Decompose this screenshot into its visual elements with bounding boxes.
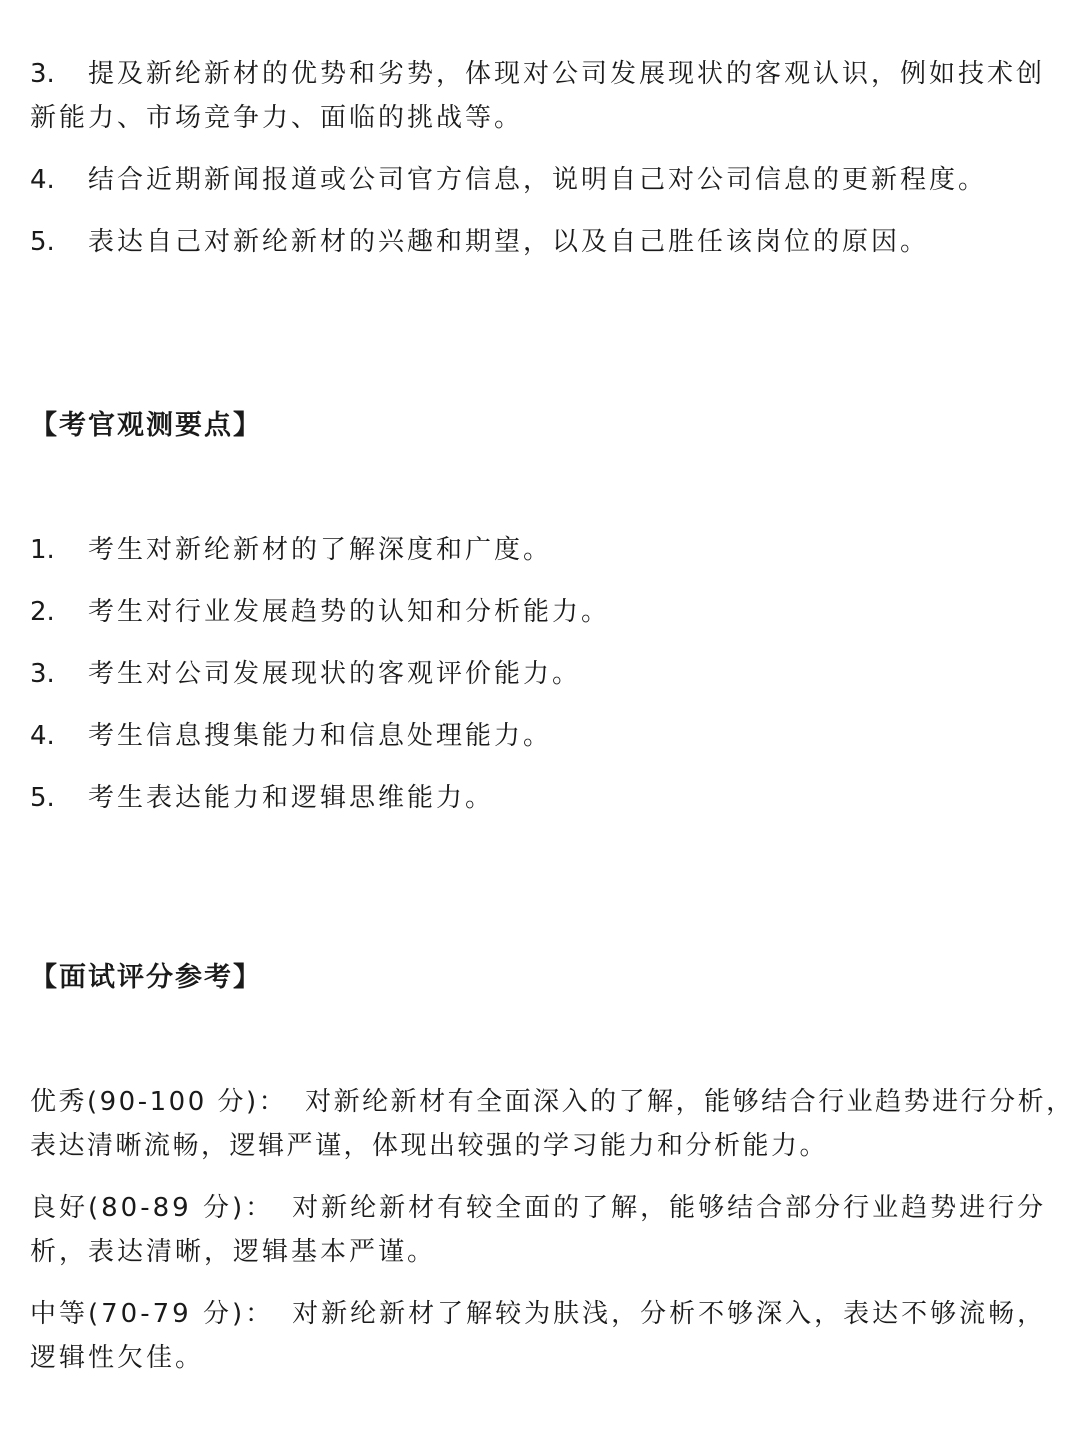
observation-item-4 xyxy=(30,714,1060,758)
list-text: 表达自己对新纶新材的兴趣和期望，以及自己胜任该岗位的原因。 xyxy=(88,227,930,257)
scoring-label: 良好(80-89 分)： xyxy=(30,1193,275,1223)
scoring-line: 逻辑性欠佳。 xyxy=(30,1343,205,1373)
scoring-line xyxy=(30,1080,1075,1124)
list-text: 考生对新纶新材的了解深度和广度。 xyxy=(88,535,553,565)
list-text: 考生信息搜集能力和信息处理能力。 xyxy=(88,721,553,751)
list-number: 5. xyxy=(30,227,55,257)
list-number: 4. xyxy=(30,721,55,751)
scoring-label: 中等(70-79 分)： xyxy=(30,1299,275,1329)
list-number: 1. xyxy=(30,535,55,565)
scoring-heading: 【面试评分参考】 xyxy=(30,962,262,993)
list-number: 3. xyxy=(30,59,55,89)
observation-item-3 xyxy=(30,652,1060,696)
list-text: 考生对公司发展现状的客观评价能力。 xyxy=(88,659,582,689)
list-item-line: 新能力、市场竞争力、面临的挑战等。 xyxy=(30,103,524,133)
scoring-level-good xyxy=(30,1186,1060,1274)
list-text: 考生表达能力和逻辑思维能力。 xyxy=(88,783,495,813)
scoring-line xyxy=(30,1186,1060,1230)
observation-item-2 xyxy=(30,590,1060,634)
list-item-line xyxy=(30,52,1060,96)
observation-item-5 xyxy=(30,776,1060,820)
list-item-5-top xyxy=(30,220,1060,264)
list-item-3-top xyxy=(30,52,1060,140)
scoring-label: 优秀(90-100 分)： xyxy=(30,1087,288,1117)
scoring-line xyxy=(30,1292,1060,1336)
list-text: 考生对行业发展趋势的认知和分析能力。 xyxy=(88,597,611,627)
scoring-level-excellent xyxy=(30,1080,1075,1168)
list-number: 4. xyxy=(30,165,55,195)
list-number: 2. xyxy=(30,597,55,627)
scoring-line: 表达清晰流畅，逻辑严谨，体现出较强的学习能力和分析能力。 xyxy=(30,1131,829,1161)
observation-heading: 【考官观测要点】 xyxy=(30,410,262,441)
scoring-line: 析，表达清晰，逻辑基本严谨。 xyxy=(30,1237,437,1267)
list-text: 结合近期新闻报道或公司官方信息，说明自己对公司信息的更新程度。 xyxy=(88,165,988,195)
scoring-text: 对新纶新材有全面深入的了解，能够结合行业趋势进行分析， xyxy=(305,1087,1075,1117)
scoring-level-medium xyxy=(30,1292,1060,1380)
scoring-text: 对新纶新材了解较为肤浅，分析不够深入，表达不够流畅， xyxy=(292,1299,1047,1329)
list-number: 3. xyxy=(30,659,55,689)
observation-item-1 xyxy=(30,528,1060,572)
list-number: 5. xyxy=(30,783,55,813)
list-text: 提及新纶新材的优势和劣势，体现对公司发展现状的客观认识，例如技术创 xyxy=(88,59,1046,89)
list-item-4-top xyxy=(30,158,1060,202)
scoring-text: 对新纶新材有较全面的了解，能够结合部分行业趋势进行分 xyxy=(292,1193,1047,1223)
